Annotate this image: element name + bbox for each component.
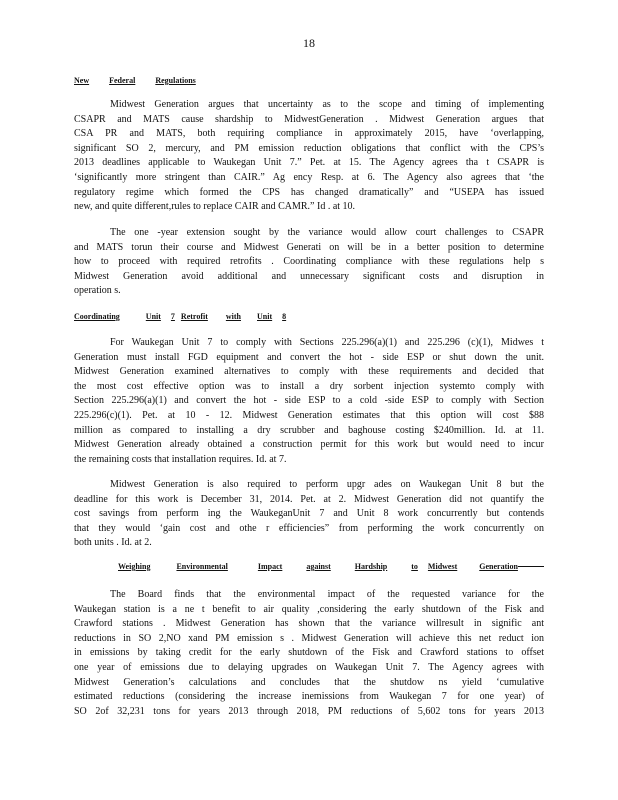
heading-word: New (74, 76, 90, 85)
heading-word: Impact (257, 562, 283, 571)
text-line: regulatory regime which formed the CPS has changed dramatically” and “USEPA has issued (74, 186, 544, 198)
text-line: Midwest Generation is also required to perform upgr ades on Waukegan Unit 8 but the (110, 479, 544, 490)
text-line: the most cost effective option was to install a dry sorbent injection systemto comply with (74, 380, 544, 392)
text-line: 225.296(c)(1). Pet. at 10 - 12. Midwest Generation estimates that this option will cost $88 (74, 409, 544, 421)
text-line: CSAPR and MATS cause shardship to MidwestGeneration . Midwest Generation argues that (74, 113, 544, 125)
heading-word: 8 (282, 312, 287, 321)
text-line: significant SO 2, mercury, and PM emission reduction obligations that conflict with the CPS’s (74, 142, 544, 154)
heading-word: Environmental (176, 562, 228, 571)
heading-word: Coordinating (74, 312, 120, 321)
text-line: Waukegan station is a ne t benefit to air quality ,considering the early shutdown of the Fisk and (74, 603, 544, 615)
heading-word: Regulations (155, 76, 196, 85)
heading-word: against (306, 562, 331, 571)
text-line: SO 2of 32,231 tons for years 2013 through 2018, PM reductions of 5,602 tons for years 2013 (74, 705, 544, 717)
paragraph (74, 336, 544, 467)
text-line: that they would ‘gain cost and othe r efficiencies” from performing the work concurrently on (74, 522, 544, 534)
text-line: Midwest Generation argues that uncertainty as to the scope and timing of implementing (110, 99, 544, 110)
heading-word: Retrofit (180, 312, 208, 321)
heading-word: Generation (479, 562, 518, 571)
text-line: ‘significantly more stringent than CAIR.” Ag ency Resp. at 6. The Agency also agrees that ‘the (74, 171, 544, 183)
heading-underline (518, 566, 544, 567)
section-heading-weighing-impact (118, 562, 562, 571)
heading-word: Weighing (118, 562, 151, 571)
text-line: operation s. (74, 285, 121, 297)
heading-word: Hardship (354, 562, 388, 571)
heading-word: Midwest (427, 562, 458, 571)
paragraph (74, 226, 544, 299)
text-line: how to proceed with required retrofits . Coordinating compliance with these regulations help s (74, 256, 544, 268)
page-number: 18 (303, 36, 315, 50)
text-line: one year of emissions due to delaying upgrades on Waukegan Unit 7. The Agency agrees with (74, 661, 544, 673)
text-line: The Board finds that the environmental impact of the requested variance for the (110, 589, 544, 600)
text-line: estimated reductions (considering the increase inemissions from Waukegan 7 for one year) of (74, 691, 544, 703)
text-line: million as compared to installing a dry scrubber and baghouse costing $240million. Id. at 11. (74, 424, 544, 436)
text-line: deadline for this work is December 31, 2014. Pet. at 2. Midwest Generation did not quantify the (74, 493, 544, 505)
section-heading-coordinating-retrofit (74, 312, 286, 321)
text-line: The one -year extension sought by the variance would allow court challenges to CSAPR (110, 227, 544, 238)
heading-word: to (411, 562, 418, 571)
text-line: 2013 deadlines applicable to Waukegan Unit 7.” Pet. at 15. The Agency agrees tha t CSAPR is (74, 157, 544, 169)
text-line: reductions in SO 2,NO xand PM emission s . Midwest Generation will achieve this net reduct ion (74, 632, 544, 644)
text-line: cost savings from perform ing the WaukeganUnit 7 and Unit 8 work concurrently but contends (74, 508, 544, 520)
text-line: new, and quite different,rules to replace CAIR and CAMR.” Id . at 10. (74, 201, 356, 213)
text-line: CSA PR and MATS, both requiring compliance in approximately 2015, have ‘overlapping, (74, 128, 544, 140)
text-line: Midwest Generation examined alternatives to comply with these requirements and decided that (74, 366, 544, 378)
heading-word: Unit (145, 312, 161, 321)
text-line: For Waukegan Unit 7 to comply with Sections 225.296(a)(1) and 225.296 (c)(1), Midwes t (110, 337, 544, 348)
heading-word: with (225, 312, 241, 321)
heading-word: 7 (170, 312, 175, 321)
text-line: Midwest Generation avoid additional and unnecessary significant costs and disruption in (74, 270, 544, 282)
paragraph (74, 588, 544, 719)
text-line: in emissions by taking credit for the early shutdown of the Fisk and Crawford stations to offset (74, 647, 544, 659)
section-heading-new-federal-regulations (74, 76, 196, 85)
text-line: Midwest Generation’s calculations and concludes that the shutdow ns yield ‘cumulative (74, 676, 544, 688)
text-line: Midwest Generation already obtained a construction permit for this work but would need to incur (74, 439, 544, 451)
text-line: both units . Id. at 2. (74, 537, 152, 549)
text-line: Crawford stations . Midwest Generation has shown that the variance willresult in signific ant (74, 618, 544, 630)
text-line: the remaining costs that installation requires. Id. at 7. (74, 453, 287, 465)
heading-word: Unit (257, 312, 273, 321)
heading-word: Federal (109, 76, 136, 85)
paragraph (74, 98, 544, 215)
paragraph (74, 478, 544, 551)
text-line: Generation must install FGD equipment and convert the hot - side ESP or shut down the unit. (74, 351, 544, 363)
text-line: Section 225.296(a)(1) and convert the hot - side ESP to a cold -side ESP to comply with Section (74, 395, 544, 407)
text-line: and MATS torun their course and Midwest Generati on will be in a better position to determine (74, 241, 544, 253)
